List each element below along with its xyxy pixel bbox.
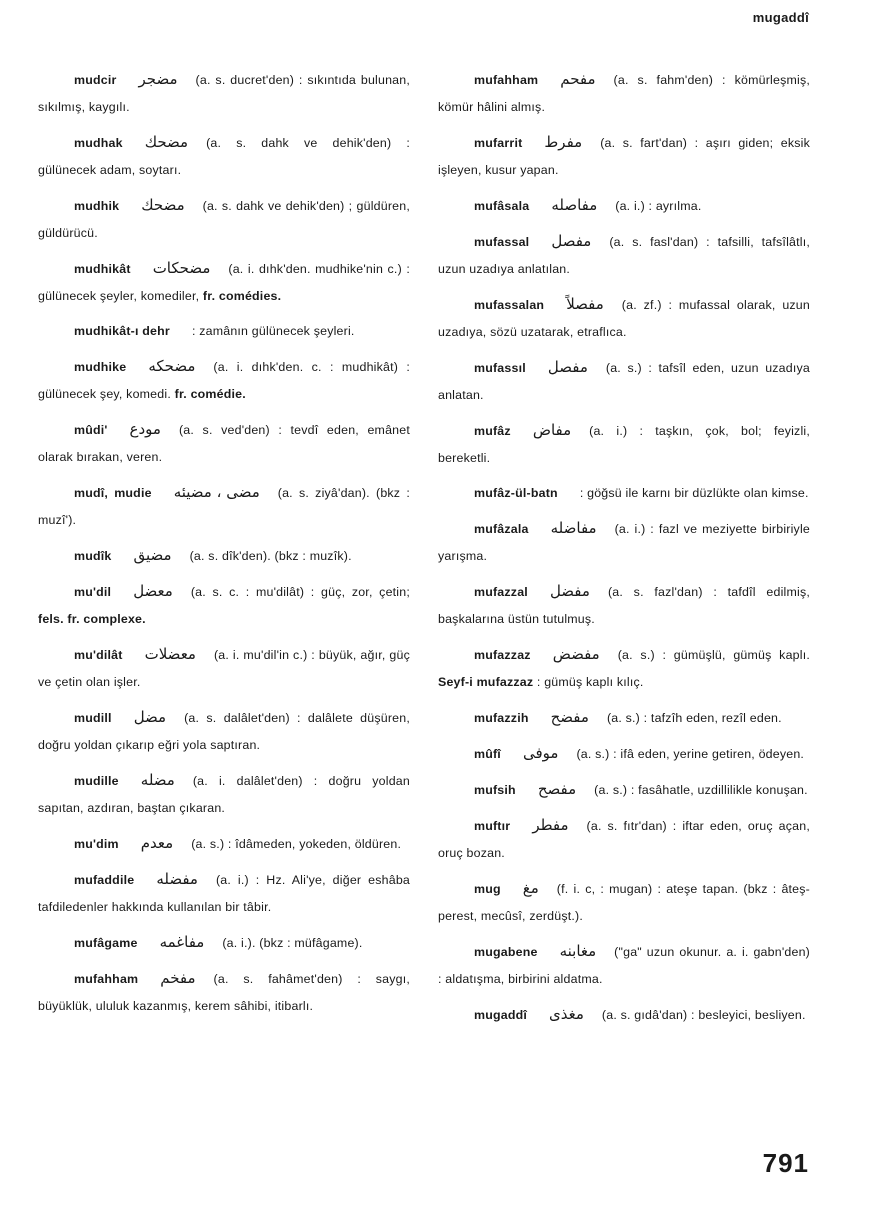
entry-definition: (f. i. c, : mugan) : ateşe tapan. (bkz : âteş-perest, mecûsî, zerdüşt.). xyxy=(438,882,810,923)
entry-headword: mufâz xyxy=(474,424,511,438)
entry-headword: mudhikât-ı dehr xyxy=(74,324,170,338)
dictionary-entry xyxy=(438,812,810,867)
right-column xyxy=(438,66,810,1037)
dictionary-entry xyxy=(438,1001,810,1029)
dictionary-entry xyxy=(438,578,810,633)
entry-definition: (a. i.) : fazl ve meziyette birbiriyle yarışma. xyxy=(438,522,810,563)
running-head: mugaddî xyxy=(752,10,809,25)
entry-headword: mudill xyxy=(74,711,112,725)
entry-arabic-script: مفاض xyxy=(532,421,572,439)
entry-definition: (a. s. fahâmet'den) : saygı, büyüklük, ululuk kazanmış, kerem sâhibi, itibarlı. xyxy=(38,972,410,1013)
dictionary-entry xyxy=(438,875,810,930)
entry-arabic-script: مغابنه xyxy=(559,942,597,960)
dictionary-entry xyxy=(38,578,410,633)
entry-headword: mu'dilât xyxy=(74,648,123,662)
entry-definition: (a. s. fasl'dan) : tafsilli, tafsîlâtlı, uzun uzadıya anlatılan. xyxy=(438,235,810,276)
dictionary-entry xyxy=(38,255,410,310)
entry-arabic-script: مضل xyxy=(133,708,167,726)
entry-headword: mufsih xyxy=(474,783,516,797)
dictionary-entry xyxy=(438,291,810,346)
entry-definition: (a. s.) : fasâhatle, uzdillilikle konuşan. xyxy=(594,783,808,797)
page-number: 791 xyxy=(762,1148,809,1178)
dictionary-entry xyxy=(38,641,410,696)
entry-definition: (a. i. dalâlet'den) : doğru yoldan sapıtan, azdıran, baştan çıkaran. xyxy=(38,774,410,815)
entry-headword: mufâzala xyxy=(474,522,529,536)
entry-arabic-script: مفاضله xyxy=(550,519,597,537)
entry-arabic-script: معدم xyxy=(140,834,174,852)
entry-label: fr. comédies. xyxy=(202,289,282,303)
entry-arabic-script: مفرط xyxy=(544,133,583,151)
entry-definition: (a. i.) : taşkın, çok, bol; feyizli, bereketli. xyxy=(438,424,810,465)
dictionary-entry xyxy=(438,515,810,570)
entry-headword: mufâz-ül-batn xyxy=(474,486,558,500)
entry-arabic-script: معضل xyxy=(133,582,173,600)
entry-headword: mufassıl xyxy=(474,361,526,375)
entry-arabic-script: مفاصله xyxy=(551,196,598,214)
entry-definition: (a. s. ziyâ'dan). (bkz : muzî'). xyxy=(38,486,411,527)
dictionary-entry xyxy=(38,767,410,822)
entry-definition: (a. zf.) : mufassal olarak, uzun uzadıya, sözü uzatarak, etraflıca. xyxy=(438,298,810,339)
entry-arabic-script: مفضل xyxy=(549,582,590,600)
entry-definition: (a. s. gıdâ'dan) : besleyici, besliyen. xyxy=(601,1008,806,1022)
entry-headword: mugabene xyxy=(474,945,538,959)
entry-arabic-script: مضی ، مضیئه xyxy=(173,483,260,501)
entry-arabic-script: مغ xyxy=(522,879,539,897)
entry-arabic-script: مضحك xyxy=(141,196,185,214)
dictionary-entry xyxy=(38,965,410,1020)
entry-definition: (a. s. fıtr'dan) : iftar eden, oruç açan, oruç bozan. xyxy=(438,819,810,860)
dictionary-entry xyxy=(38,353,410,408)
entry-arabic-script: مفصل xyxy=(551,232,592,250)
dictionary-entry xyxy=(38,129,410,184)
dictionary-entry xyxy=(38,929,410,957)
entry-arabic-script: مضيق xyxy=(133,546,172,564)
entry-arabic-script: موفی xyxy=(522,744,559,762)
entry-definition: (a. s. c. : mu'dilât) : güç, zor, çetin; xyxy=(190,585,410,599)
entry-headword: muftır xyxy=(474,819,511,833)
left-column xyxy=(38,66,410,1028)
dictionary-entry xyxy=(438,704,810,732)
entry-arabic-script: مفخم xyxy=(160,969,196,987)
entry-headword: mudhikât xyxy=(74,262,131,276)
entry-headword: mufarrit xyxy=(474,136,523,150)
entry-headword: mufâgame xyxy=(74,936,138,950)
dictionary-entry xyxy=(438,938,810,993)
entry-arabic-script: مضحكات xyxy=(152,259,211,277)
entry-definition: (a. s.) : tafzîh eden, rezîl eden. xyxy=(606,711,782,725)
entry-definition: (a. s. dahk ve dehik'den) : gülünecek adam, soytarı. xyxy=(38,136,410,177)
entry-arabic-script: مفضض xyxy=(552,645,600,663)
entry-headword: mudhike xyxy=(74,360,127,374)
entry-definition: (a. s. fart'dan) : aşırı giden; eksik işleyen, kusur yapan. xyxy=(438,136,810,177)
entry-arabic-script: مودع xyxy=(129,420,161,438)
entry-arabic-script: مفصل xyxy=(547,358,588,376)
entry-arabic-script: مضجر xyxy=(138,70,178,88)
dictionary-entry xyxy=(38,830,410,858)
entry-definition: (a. i. dıhk'den. mudhike'nin c.) : gülünecek şeyler, komediler, xyxy=(38,262,410,303)
entry-definition: (a. s.) : gümüşlü, gümüş kaplı. xyxy=(617,648,810,662)
entry-arabic-script: مفضله xyxy=(156,870,198,888)
entry-headword: mudhak xyxy=(74,136,123,150)
entry-definition: ("ga" uzun okunur. a. i. gabn'den) : aldatışma, birbirini aldatma. xyxy=(438,945,810,986)
entry-extra-definition: : gümüş kaplı kılıç. xyxy=(536,675,644,689)
entry-definition: (a. i.) : Hz. Ali'ye, diğer eshâba tafdiledenler hakkında kullanılan bir tâbir. xyxy=(38,873,410,914)
entry-headword: mufassalan xyxy=(474,298,545,312)
entry-arabic-script: مفصلاً xyxy=(566,295,604,313)
dictionary-entry xyxy=(438,354,810,409)
entry-definition: : zamânın gülünecek şeyleri. xyxy=(191,324,355,338)
entry-definition: (a. i. dıhk'den. c. : mudhikât) : gülünecek şey, komedi. xyxy=(38,360,410,401)
entry-definition: (a. s. fahm'den) : kömürleşmiş, kömür hâlini almış. xyxy=(438,73,810,114)
entry-headword: mugaddî xyxy=(474,1008,528,1022)
dictionary-entry xyxy=(38,416,410,471)
dictionary-entry xyxy=(438,740,810,768)
dictionary-entry xyxy=(38,192,410,247)
entry-label: fr. comédie. xyxy=(174,387,246,401)
entry-headword: mufaddile xyxy=(74,873,135,887)
entry-definition: (a. i.). (bkz : müfâgame). xyxy=(222,936,363,950)
entry-headword: mufâsala xyxy=(474,199,530,213)
entry-headword: mudîk xyxy=(74,549,112,563)
entry-headword: mudcir xyxy=(74,73,117,87)
entry-definition: (a. s. dahk ve dehik'den) ; güldüren, güldürücü. xyxy=(38,199,410,240)
dictionary-entry xyxy=(38,66,410,121)
entry-arabic-script: معضلات xyxy=(144,645,196,663)
dictionary-entry xyxy=(38,704,410,759)
entry-arabic-script: مضحكه xyxy=(148,357,196,375)
dictionary-entry xyxy=(38,542,410,570)
entry-headword: mu'dim xyxy=(74,837,119,851)
dictionary-entry xyxy=(438,417,810,472)
dictionary-entry xyxy=(438,192,810,220)
entry-definition: (a. s.) : tafsîl eden, uzun uzadıya anlatan. xyxy=(438,361,810,402)
dictionary-entry xyxy=(438,129,810,184)
entry-headword: mufazzal xyxy=(474,585,528,599)
entry-headword: mufassal xyxy=(474,235,530,249)
entry-arabic-script: مفاغمه xyxy=(159,933,205,951)
entry-definition: (a. s. dalâlet'den) : dalâlete düşüren, doğru yoldan çıkarıp eğri yola saptıran. xyxy=(38,711,410,752)
entry-arabic-script: مفضح xyxy=(550,708,589,726)
entry-arabic-script: مضحك xyxy=(144,133,189,151)
entry-label: Seyf-i mufazzaz xyxy=(438,675,534,689)
entry-definition: (a. i.) : ayrılma. xyxy=(615,199,702,213)
entry-arabic-script: مضله xyxy=(140,771,175,789)
dictionary-entry xyxy=(38,866,410,921)
entry-headword: mu'dil xyxy=(74,585,112,599)
entry-label: fels. fr. complexe. xyxy=(38,612,146,626)
entry-arabic-script: مفحم xyxy=(560,70,596,88)
entry-headword: mûdi' xyxy=(74,423,108,437)
dictionary-entry xyxy=(38,479,410,534)
entry-definition: (a. i. mu'dil'in c.) : büyük, ağır, güç ve çetin olan işler. xyxy=(38,648,410,689)
entry-headword: mufahham xyxy=(474,73,539,87)
entry-definition: (a. s. ved'den) : tevdî eden, emânet olarak bırakan, veren. xyxy=(38,423,410,464)
entry-definition: (a. s.) : ifâ eden, yerine getiren, ödeyen. xyxy=(576,747,805,761)
entry-arabic-script: مفطر xyxy=(532,816,569,834)
entry-headword: mufahham xyxy=(74,972,139,986)
dictionary-entry xyxy=(38,318,410,345)
entry-headword: mudhik xyxy=(74,199,120,213)
entry-headword: mug xyxy=(474,882,501,896)
entry-definition: (a. s. dîk'den). (bkz : muzîk). xyxy=(189,549,352,563)
dictionary-entry xyxy=(438,228,810,283)
entry-headword: mûfî xyxy=(474,747,501,761)
dictionary-entry xyxy=(438,776,810,804)
entry-definition: (a. s. ducret'den) : sıkıntıda bulunan, sıkılmış, kaygılı. xyxy=(38,73,410,114)
entry-arabic-script: مغذی xyxy=(549,1005,584,1023)
entry-headword: mufazzih xyxy=(474,711,529,725)
entry-arabic-script: مفصح xyxy=(537,780,577,798)
dictionary-entry xyxy=(438,66,810,121)
dictionary-entry xyxy=(438,641,810,696)
entry-definition: : göğsü ile karnı bir düzlükte olan kimse. xyxy=(579,486,809,500)
entry-headword: mufazzaz xyxy=(474,648,531,662)
entry-definition: (a. s.) : îdâmeden, yokeden, öldüren. xyxy=(191,837,402,851)
dictionary-entry xyxy=(438,480,810,507)
entry-headword: mudille xyxy=(74,774,119,788)
entry-headword: mudî, mudie xyxy=(74,486,152,500)
entry-definition: (a. s. fazl'dan) : tafdîl edilmiş, başkalarına üstün tutulmuş. xyxy=(438,585,810,626)
